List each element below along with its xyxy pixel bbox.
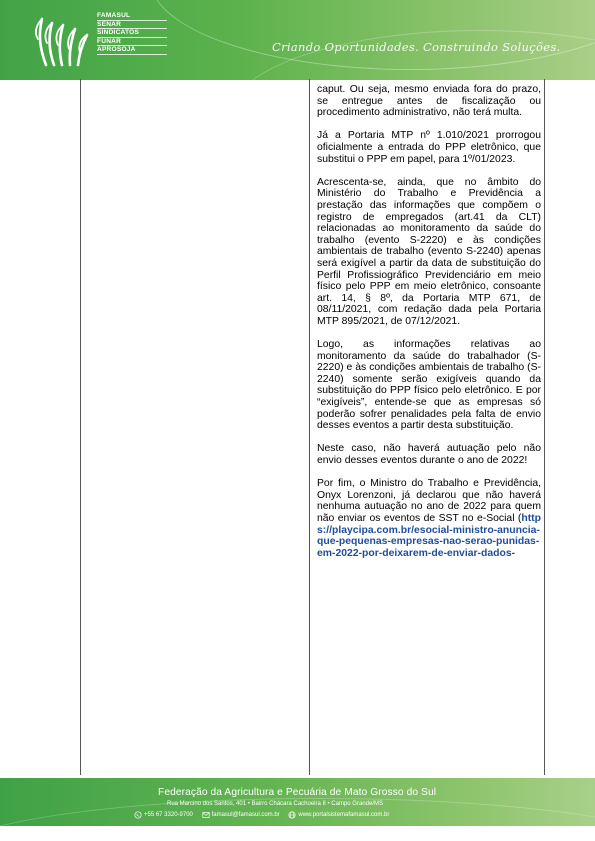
body-paragraph: Logo, as informações relativas ao monitoramento da saúde do trabalhador (S-2220) e às condições ambientais de trabalho (S-2240) somente serão exigíveis quando da substituição do PPP físico pelo eletrônico. E por “exigíveis”, entende-se que as empresas só poderão sofrer penalidades pela falta de envio desses eventos a partir desta substituição. [317,339,541,432]
globe-icon [288,811,296,819]
body-paragraph: Já a Portaria MTP nº 1.010/2021 prorrogou oficialmente a entrada do PPP eletrônico, que substitui o PPP em papel, para 1º/01/2023. [317,130,541,165]
table-left-column [81,79,310,775]
source-link[interactable]: https://playcipa.com.br/esocial-ministro-anuncia-que-pequenas-empresas-nao-serao-punidas-em-2022-por-deixarem-de-enviar-dados- [317,512,541,559]
table-right-column [317,84,541,571]
body-paragraph: caput. Ou seja, mesmo enviada fora do prazo, se entregue antes de fiscalização ou procedimento administrativo, não terá multa. [317,84,541,119]
brand-line: SENAR [97,21,167,30]
brand-line: APROSOJA [97,46,167,55]
brand-list [97,12,167,55]
phone-text: +55 67 3320-9700 [144,812,193,818]
body-paragraph-last [317,478,541,559]
body-paragraph: Acrescenta-se, ainda, que no âmbito do Ministério do Trabalho e Previdência a prestação das informações que compõem o registro de empregados (art.41 da CLT) relacionadas ao monitoramento da saúde do trabalho (evento S-2220) e às condições ambientais de trabalho (evento S-2240) apenas será exigível a partir da data de substituição do Perfil Profissiográfico Previdenciário em meio físico pelo PPP em meio eletrônico, consoante art. 14, § 8º, da Portaria MTP 671, de 08/11/2021, com redação dada pela Portaria MTP 895/2021, de 07/12/2021. [317,176,541,327]
brand-line: FAMASUL [97,12,167,21]
famasul-logo-icon [34,13,92,69]
footer-title: Federação da Agricultura e Pecuária de Mato Grosso do Sul [158,787,437,798]
brand-line: SINDICATOS [97,29,167,38]
footer-address: Rua Marcino dos Santos, 401 • Bairro Chácara Cachoeira II • Campo Grande/MS [167,801,383,807]
whatsapp-icon [134,811,142,819]
body-text: Por fim, o Ministro do Trabalho e Previdência, Onyx Lorenzoni, já declarou que não haverá nenhuma autuação no ano de 2022 para quem não enviar os eventos de SST no e-Social ( [317,478,541,524]
email-icon [202,811,210,819]
footer-contacts [134,811,464,821]
contact-phone [134,811,193,819]
email-text[interactable]: famasul@famasul.com.br [211,812,280,818]
page-header [0,0,595,80]
contact-website[interactable] [288,811,389,819]
website-text[interactable]: www.portalsistemafamasul.com.br [298,812,390,818]
page-footer [0,778,595,826]
contact-email[interactable] [202,811,280,819]
brand-line: FUNAR [97,38,167,47]
document-table [80,79,545,775]
body-paragraph: Neste caso, não haverá autuação pelo não envio desses eventos durante o ano de 2022! [317,443,541,466]
header-slogan: Criando Oportunidades. Construindo Soluções. [272,40,561,54]
